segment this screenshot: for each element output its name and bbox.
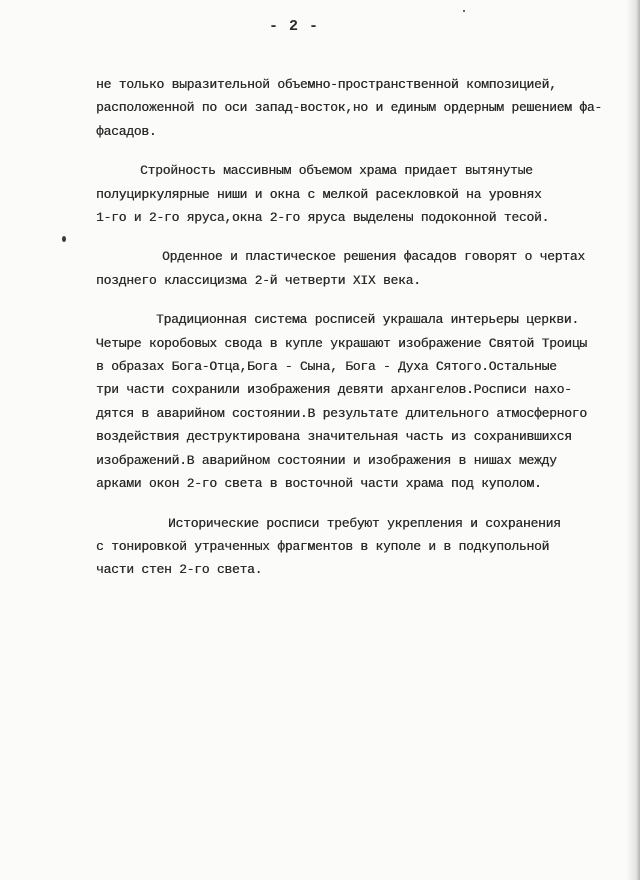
body-text [96,73,602,598]
scan-edge-shadow [626,0,640,880]
text-line: дятся в аварийном состоянии.В результате длительного атмосферного [96,405,587,421]
text-line: Исторические росписи требуют укрепления и сохранения [168,515,561,531]
paragraph [96,159,596,229]
paragraph [96,308,596,495]
text-line: с тонировкой утраченных фрагментов в куполе и в подкупольной [96,538,550,554]
paragraph [96,73,602,143]
ink-speck [62,236,66,242]
text-line: позднего классицизма 2-й четверти XIX века. [96,272,421,288]
text-line: расположенной по оси запад-восток,но и единым ордерным решением фа- [96,100,602,116]
text-line: Четыре коробовых свода в купле украшают изображение Святой Троицы [96,335,587,351]
text-line: Традиционная система росписей украшала интерьеры церкви. [156,312,579,328]
text-line: полуциркулярные ниши и окна с мелкой расекловкой на уровнях [96,186,542,202]
text-line: части стен 2-го света. [96,562,263,578]
text-line: 1-го и 2-го яруса,окна 2-го яруса выделены подоконной тесой. [96,210,550,226]
text-line: Орденное и пластическое решения фасадов говорят о чертах [162,249,585,265]
paragraph [96,245,596,292]
text-line: воздействия деструктирована значительная часть из сохранившихся [96,429,572,445]
text-line: не только выразительной объемно-пространственной композицией, [96,77,557,92]
paragraph [96,512,596,582]
text-line: Стройность массивным объемом храма придает вытянутые [140,163,533,179]
text-line: арками окон 2-го света в восточной части храма под куполом. [96,476,542,492]
ink-speck [463,10,465,12]
page-number: - 2 - [268,18,319,35]
text-line: изображений.В аварийном состоянии и изображения в нишах между [96,452,557,468]
text-line: в образах Бога-Отца,Бога - Сына, Бога - Духа Сятого.Остальные [96,359,557,375]
text-line: фасадов. [96,123,157,139]
text-line: три части сохранили изображения девяти архангелов.Росписи нахо- [96,382,572,398]
